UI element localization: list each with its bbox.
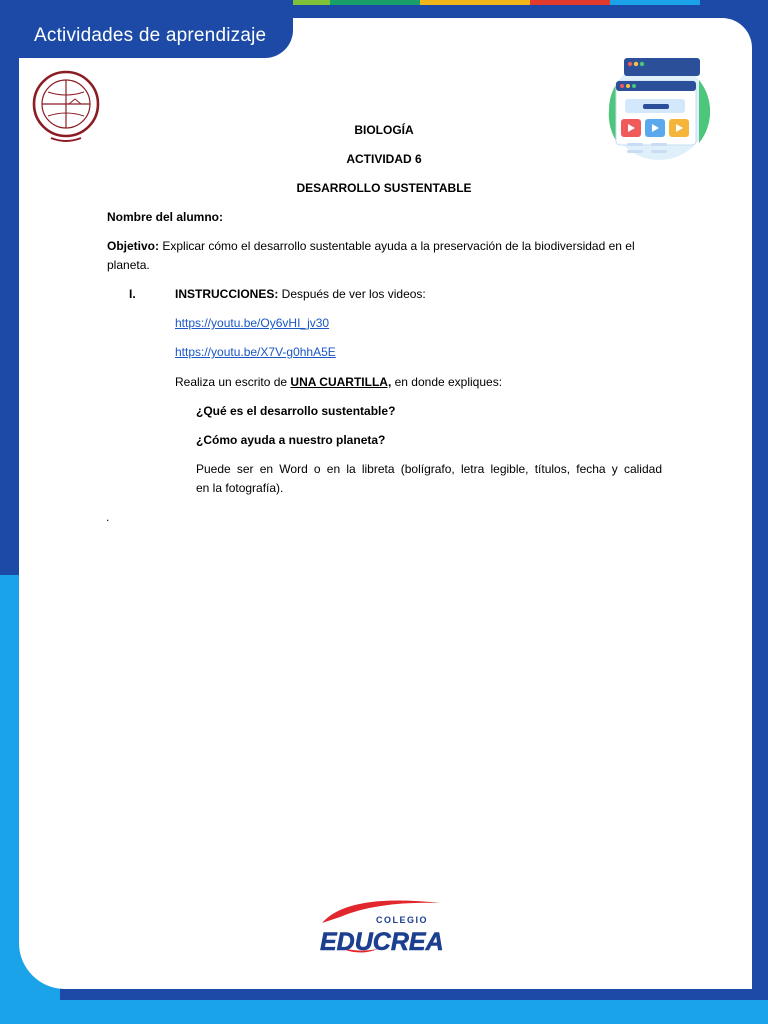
header-banner bbox=[0, 0, 293, 58]
instructions-label: INSTRUCCIONES: bbox=[175, 287, 279, 301]
objective-text: Explicar cómo el desarrollo sustentable ayuda a la preservación de la biodiversidad en el bbox=[159, 239, 635, 253]
instructions-text: Después de ver los videos: bbox=[278, 287, 426, 301]
video-link-2[interactable]: https://youtu.be/X7V-g0hhA5E bbox=[175, 345, 336, 359]
write-instruction bbox=[175, 375, 502, 389]
activity-heading: ACTIVIDAD 6 bbox=[346, 152, 422, 166]
video-link-1[interactable]: https://youtu.be/Oy6vHI_jv30 bbox=[175, 316, 330, 330]
header-title: Actividades de aprendizaje bbox=[34, 25, 267, 46]
note-line-1: Puede ser en Word o en la libreta (bolígrafo, letra legible, títulos, fecha y calidad bbox=[196, 462, 662, 476]
objective-paragraph bbox=[107, 239, 667, 253]
objective-label: Objetivo: bbox=[107, 239, 160, 253]
student-name-label: Nombre del alumno: bbox=[107, 210, 224, 224]
note-line-2: en la fotografía). bbox=[196, 481, 284, 495]
logo-small-text: COLEGIO bbox=[376, 915, 429, 925]
instructions-paragraph bbox=[175, 287, 426, 301]
logo-big-text: EDUCREA bbox=[320, 928, 444, 956]
write-prefix: Realiza un escrito de bbox=[175, 375, 291, 389]
stripe-segment bbox=[330, 0, 420, 5]
stripe-segment bbox=[420, 0, 530, 5]
stripe-segment bbox=[700, 0, 768, 5]
write-emphasis: UNA CUARTILLA, bbox=[290, 375, 392, 389]
subject-heading: BIOLOGÍA bbox=[354, 123, 414, 137]
stripe-segment bbox=[610, 0, 700, 5]
bottom-cyan-decoration bbox=[0, 1000, 768, 1024]
video-browser-icon bbox=[607, 55, 710, 163]
stripe-segment bbox=[530, 0, 610, 5]
question-1: ¿Qué es el desarrollo sustentable? bbox=[196, 404, 396, 418]
educrea-logo bbox=[318, 895, 452, 957]
objective-text-continued: planeta. bbox=[107, 258, 150, 272]
topic-heading: DESARROLLO SUSTENTABLE bbox=[296, 181, 472, 195]
trailing-dot: . bbox=[106, 510, 110, 524]
section-number: I. bbox=[129, 287, 136, 301]
question-2: ¿Cómo ayuda a nuestro planeta? bbox=[196, 433, 386, 447]
write-suffix: en donde expliques: bbox=[391, 375, 503, 389]
